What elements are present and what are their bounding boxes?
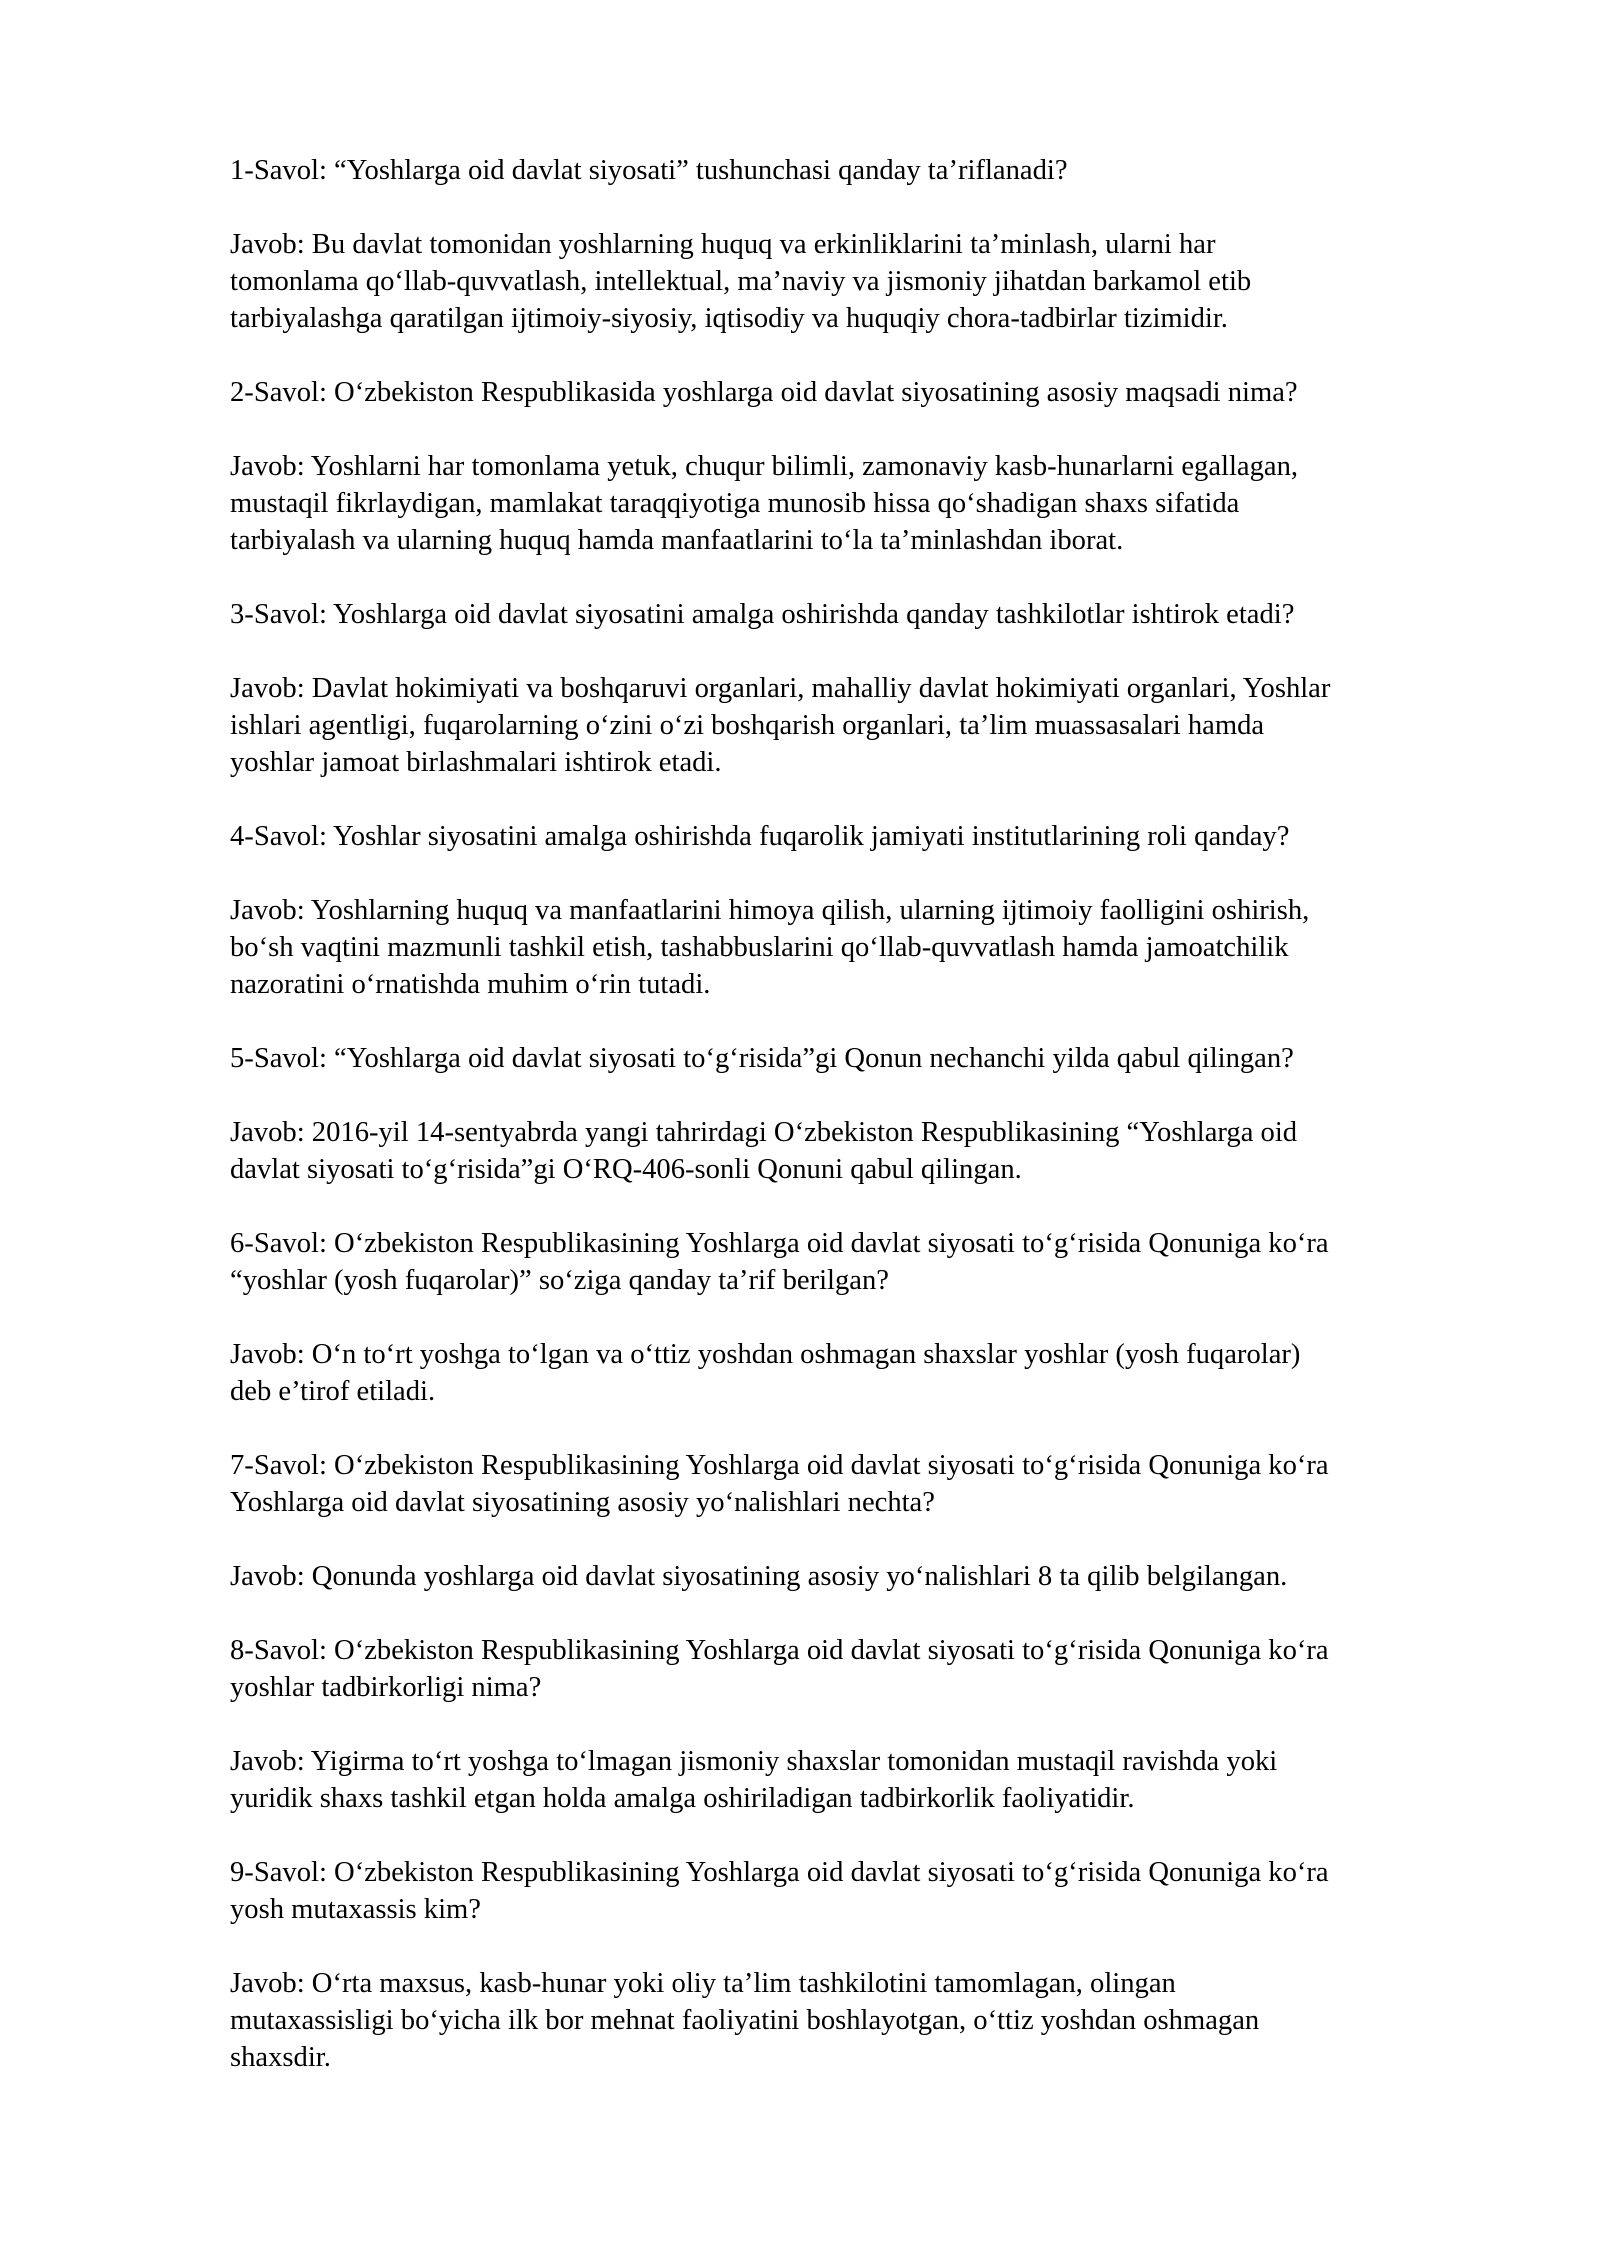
answer-3: Javob: Davlat hokimiyati va boshqaruvi organlari, mahalliy davlat hokimiyati organlari, Yoshlar ishlari agentligi, fuqarolarning o‘zini o‘zi boshqarish organlari, ta’lim muassasalari hamda yoshlar jamoat birlashmalari ishtirok etadi. [230, 673, 1331, 778]
answer-5: Javob: 2016-yil 14-sentyabrda yangi tahrirdagi O‘zbekiston Respublikasining “Yoshlarga oid davlat siyosati to‘g‘risida”gi O‘RQ-406-sonli Qonuni qabul qilingan. [230, 1117, 1298, 1185]
answer-2: Javob: Yoshlarni har tomonlama yetuk, chuqur bilimli, zamonaviy kasb-hunarlarni egallagan, mustaqil fikrlaydigan, mamlakat taraqqiyotiga munosib hissa qo‘shadigan shaxs sifatida tarbiyalash va ularning huquq hamda manfaatlarini to‘la ta’minlashdan iborat. [230, 451, 1299, 556]
answer-8: Javob: Yigirma to‘rt yoshga to‘lmagan jismoniy shaxslar tomonidan mustaqil ravishda yoki yuridik shaxs tashkil etgan holda amalga oshiriladigan tadbirkorlik faoliyatidir. [230, 1746, 1278, 1814]
qa-item-7 [230, 1447, 1490, 1595]
answer-7: Javob: Qonunda yoshlarga oid davlat siyosatining asosiy yo‘nalishlari 8 ta qilib belgilangan. [230, 1561, 1288, 1592]
qa-item-8 [230, 1632, 1490, 1817]
qa-item-4 [230, 818, 1490, 1003]
answer-9: Javob: O‘rta maxsus, kasb-hunar yoki oliy ta’lim tashkilotini tamomlagan, olingan mutaxassisligi bo‘yicha ilk bor mehnat faoliyatini boshlayotgan, o‘ttiz yoshdan oshmagan shaxsdir. [230, 1968, 1260, 2073]
qa-item-2 [230, 374, 1490, 559]
question-8: 8-Savol: O‘zbekiston Respublikasining Yoshlarga oid davlat siyosati to‘g‘risida Qonuniga ko‘ra yoshlar tadbirkorligi nima? [230, 1635, 1329, 1703]
question-3: 3-Savol: Yoshlarga oid davlat siyosatini amalga oshirishda qanday tashkilotlar ishtirok etadi? [230, 599, 1295, 630]
document-body [230, 152, 1490, 2113]
answer-6: Javob: O‘n to‘rt yoshga to‘lgan va o‘ttiz yoshdan oshmagan shaxslar yoshlar (yosh fuqarolar) deb e’tirof etiladi. [230, 1339, 1301, 1407]
answer-1: Javob: Bu davlat tomonidan yoshlarning huquq va erkinliklarini ta’minlash, ularni har tomonlama qo‘llab-quvvatlash, intellektual, ma’naviy va jismoniy jihatdan barkamol etib tarbiyalashga qaratilgan ijtimoiy-siyosiy, iqtisodiy va huquqiy chora-tadbirlar tizimidir. [230, 229, 1252, 334]
question-2: 2-Savol: O‘zbekiston Respublikasida yoshlarga oid davlat siyosatining asosiy maqsadi nima? [230, 377, 1298, 408]
qa-item-5 [230, 1040, 1490, 1188]
qa-item-3 [230, 596, 1490, 781]
question-6: 6-Savol: O‘zbekiston Respublikasining Yoshlarga oid davlat siyosati to‘g‘risida Qonuniga ko‘ra “yoshlar (yosh fuqarolar)” so‘ziga qanday ta’rif berilgan? [230, 1228, 1329, 1296]
question-4: 4-Savol: Yoshlar siyosatini amalga oshirishda fuqarolik jamiyati institutlarining roli qanday? [230, 821, 1290, 852]
question-1: 1-Savol: “Yoshlarga oid davlat siyosati” tushunchasi qanday ta’riflanadi? [230, 155, 1068, 186]
question-7: 7-Savol: O‘zbekiston Respublikasining Yoshlarga oid davlat siyosati to‘g‘risida Qonuniga ko‘ra Yoshlarga oid davlat siyosatining asosiy yo‘nalishlari nechta? [230, 1450, 1329, 1518]
qa-item-1 [230, 152, 1490, 337]
question-5: 5-Savol: “Yoshlarga oid davlat siyosati to‘g‘risida”gi Qonun nechanchi yilda qabul qilingan? [230, 1043, 1294, 1074]
question-9: 9-Savol: O‘zbekiston Respublikasining Yoshlarga oid davlat siyosati to‘g‘risida Qonuniga ko‘ra yosh mutaxassis kim? [230, 1857, 1329, 1925]
qa-item-6 [230, 1225, 1490, 1410]
qa-item-9 [230, 1854, 1490, 2076]
answer-4: Javob: Yoshlarning huquq va manfaatlarini himoya qilish, ularning ijtimoiy faolligini oshirish, bo‘sh vaqtini mazmunli tashkil etish, tashabbuslarini qo‘llab-quvvatlash hamda jamoatchilik nazoratini o‘rnatishda muhim o‘rin tutadi. [230, 895, 1310, 1000]
